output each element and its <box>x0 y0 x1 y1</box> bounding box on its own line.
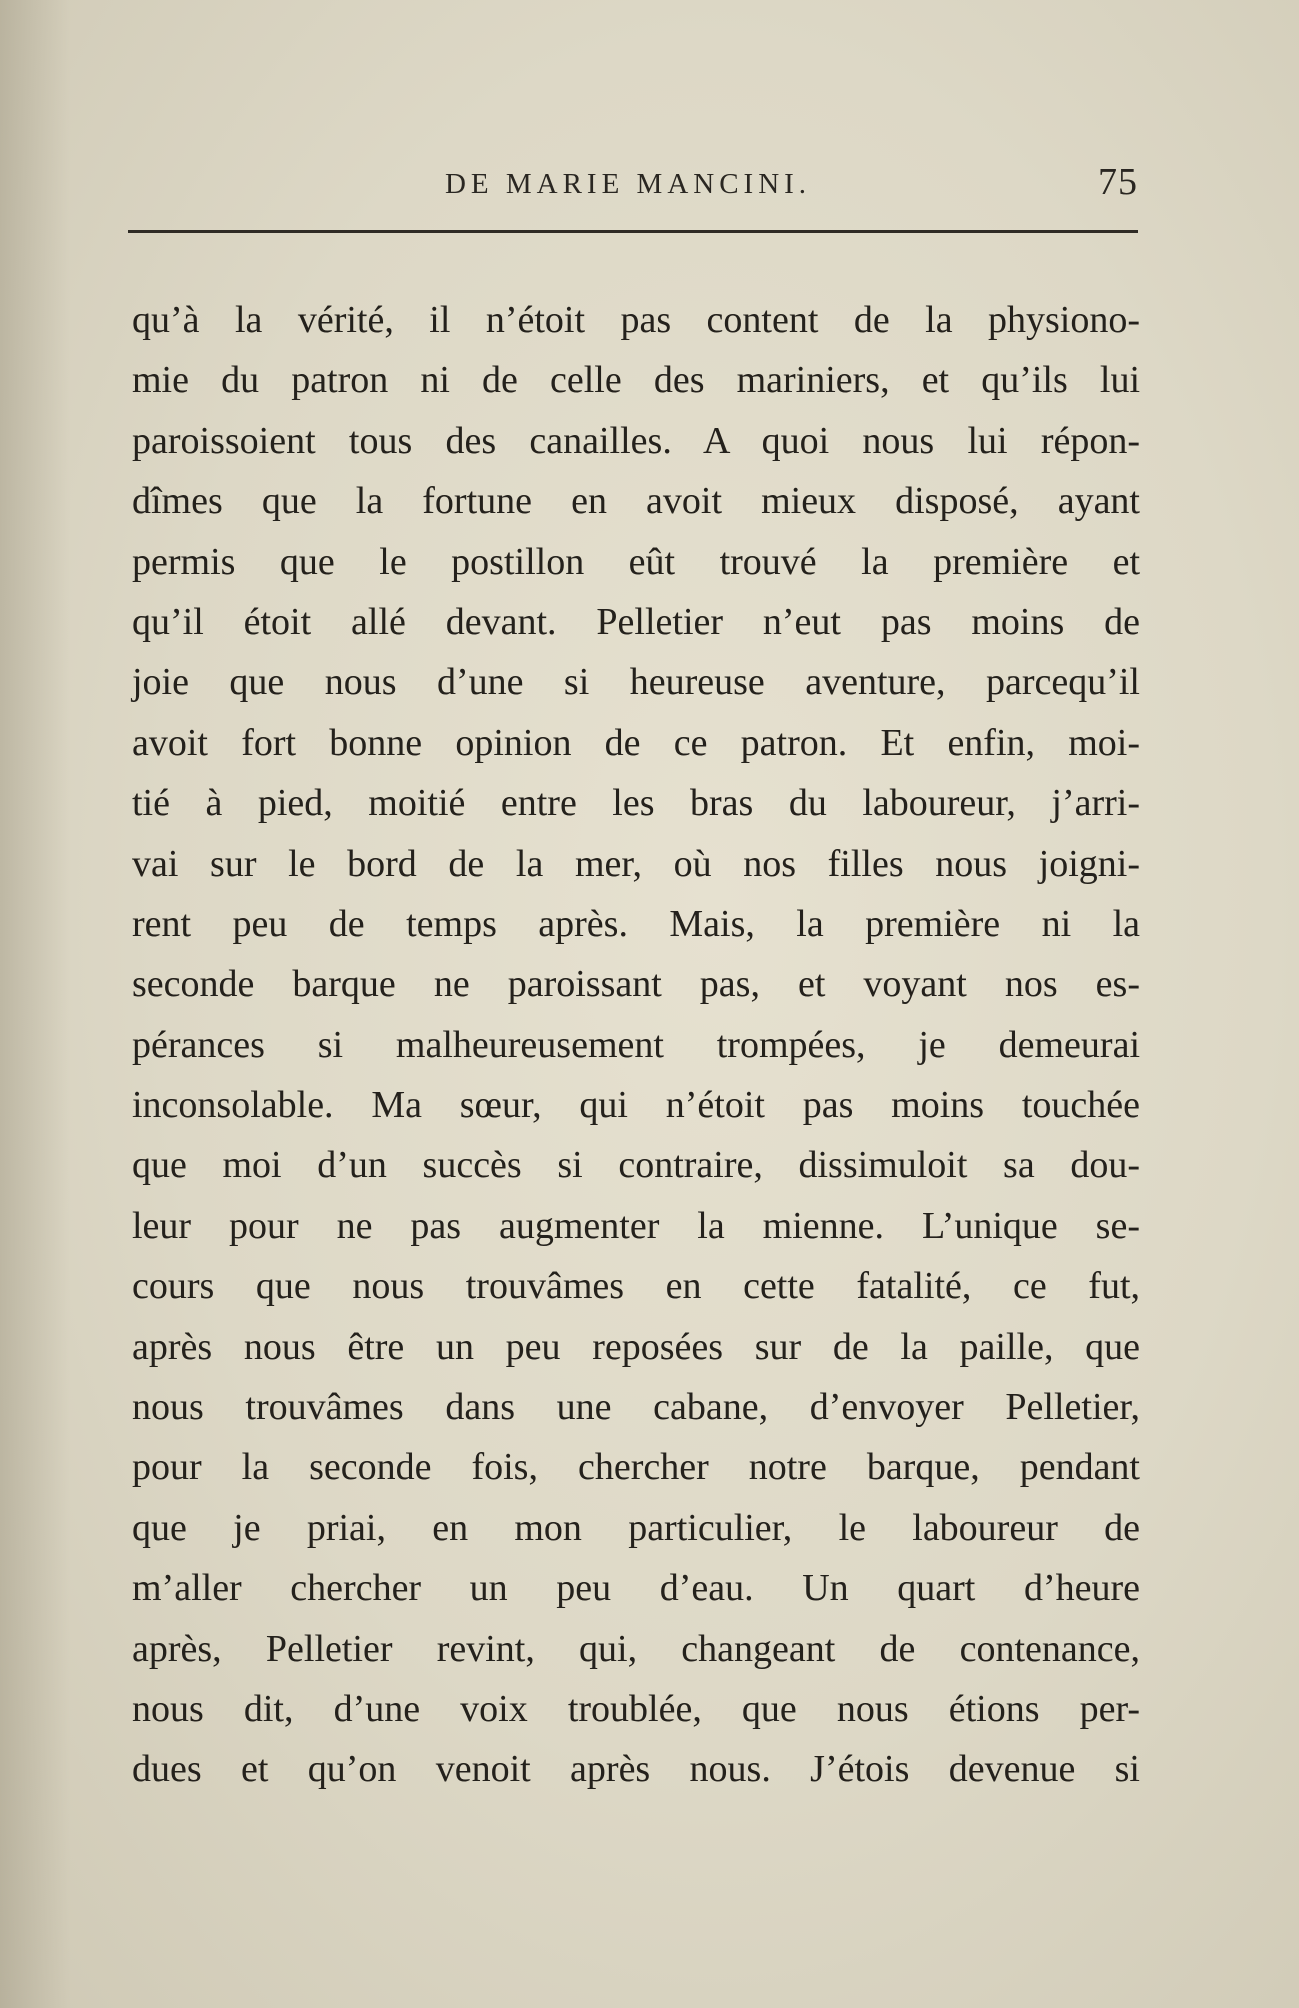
text-line: dues et qu’on venoit après nous. J’étois devenue si <box>132 1748 1140 1791</box>
page-number: 75 <box>1098 161 1138 203</box>
text-line: vai sur le bord de la mer, où nos filles nous joigni- <box>132 842 1140 885</box>
text-line: joie que nous d’une si heureuse aventure, parcequ’il <box>132 661 1140 704</box>
text-line: m’aller chercher un peu d’eau. Un quart d’heure <box>132 1567 1140 1610</box>
text-line: après nous être un peu reposées sur de la paille, que <box>132 1325 1140 1368</box>
text-line: pérances si malheureusement trompées, je demeurai <box>132 1023 1140 1066</box>
running-title: DE MARIE MANCINI. <box>444 168 812 200</box>
text-line: permis que le postillon eût trouvé la première et <box>132 540 1140 583</box>
text-line: avoit fort bonne opinion de ce patron. Et enfin, moi- <box>132 721 1140 764</box>
text-line: nous trouvâmes dans une cabane, d’envoyer Pelletier, <box>132 1386 1140 1429</box>
text-line: paroissoient tous des canailles. A quoi nous lui répon- <box>132 419 1140 462</box>
text-line: cours que nous trouvâmes en cette fatalité, ce fut, <box>132 1265 1140 1308</box>
header-rule <box>128 230 1138 233</box>
text-line: après, Pelletier revint, qui, changeant de contenance, <box>132 1627 1140 1670</box>
text-line: dîmes que la fortune en avoit mieux disposé, ayant <box>132 480 1140 523</box>
text-line: leur pour ne pas augmenter la mienne. L’unique se- <box>132 1204 1140 1247</box>
page-gutter-shadow <box>0 0 70 2008</box>
text-line: que je priai, en mon particulier, le laboureur de <box>132 1506 1140 1549</box>
text-line: nous dit, d’une voix troublée, que nous étions per- <box>132 1687 1140 1730</box>
page-header <box>128 160 1138 220</box>
text-line: tié à pied, moitié entre les bras du laboureur, j’arri- <box>132 782 1140 825</box>
text-line: qu’à la vérité, il n’étoit pas content de la physiono- <box>132 299 1140 341</box>
text-line: mie du patron ni de celle des mariniers, et qu’ils lui <box>132 359 1140 402</box>
text-line: qu’il étoit allé devant. Pelletier n’eut pas moins de <box>132 600 1140 643</box>
text-line: inconsolable. Ma sœur, qui n’étoit pas moins touchée <box>132 1084 1140 1127</box>
text-line: que moi d’un succès si contraire, dissimuloit sa dou- <box>132 1144 1140 1187</box>
text-line: pour la seconde fois, chercher notre barque, pendant <box>132 1446 1140 1489</box>
body-text <box>132 290 1140 1800</box>
text-line: rent peu de temps après. Mais, la première ni la <box>132 902 1140 945</box>
text-line: seconde barque ne paroissant pas, et voyant nos es- <box>132 963 1140 1006</box>
